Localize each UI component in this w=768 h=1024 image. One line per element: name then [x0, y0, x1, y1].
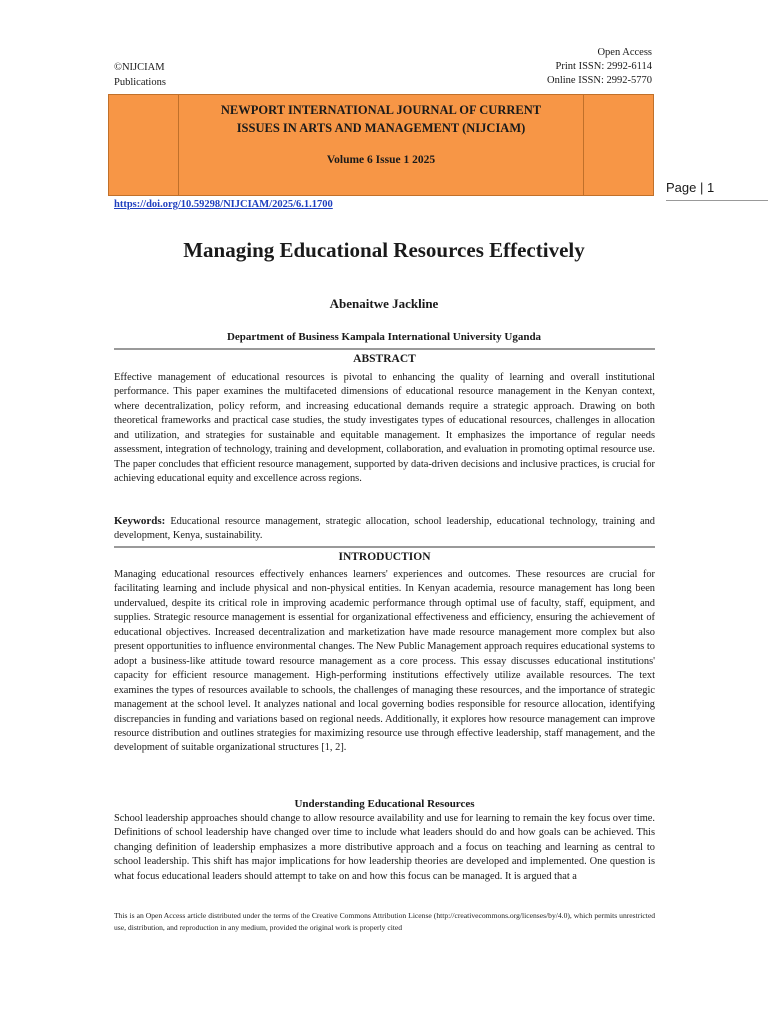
- abstract-heading: ABSTRACT: [353, 353, 416, 365]
- journal-banner: [108, 94, 654, 196]
- banner-right-block: [583, 94, 654, 196]
- subsection-text: School leadership approaches should change to allow resource availability and use for learning to remain the key focus over time. Definitions of school leadership have changed over time to include what leaders should do and how goals can be achieved. This changing definition of leadership emphasizes a more distributive approach and a focus on teaching and learning as central to school leadership. This shift has major implications for how leadership theories are developed and implemented. One question is what focus educational leaders should attempt to take on and how this focus can be managed. It is argued that a: [114, 813, 655, 882]
- copyright: ©NIJCIAM: [114, 62, 165, 73]
- banner-left-block: [108, 94, 179, 196]
- doi-link[interactable]: https://doi.org/10.59298/NIJCIAM/2025/6.1.1700: [114, 199, 333, 210]
- journal-name-line2: ISSUES IN ARTS AND MANAGEMENT (NIJCIAM): [236, 121, 526, 135]
- journal-name-line1: NEWPORT INTERNATIONAL JOURNAL OF CURRENT: [220, 103, 542, 117]
- paper-title: Managing Educational Resources Effectively: [183, 238, 585, 262]
- divider: [114, 348, 655, 350]
- subsection-heading: Understanding Educational Resources: [294, 798, 475, 810]
- journal-volume: Volume 6 Issue 1 2025: [326, 154, 436, 166]
- header-right: [547, 46, 652, 88]
- keywords-list: Educational resource management, strategic allocation, school leadership, educational technology, training and development, Kenya, sustainability.: [114, 516, 655, 542]
- open-access: Open Access: [597, 47, 652, 58]
- license-footer: This is an Open Access article distributed under the terms of the Creative Commons Attribution License (http://creativecommons.org/licenses/by/4.0), which permits unrestricted use, distribution, and reproduction in any medium, provided the original work is properly cited: [114, 911, 655, 932]
- page-number: Page | 1: [666, 180, 715, 195]
- banner-center: [179, 94, 583, 196]
- online-issn: Online ISSN: 2992-5770: [547, 75, 652, 86]
- page-number-rule: [666, 200, 768, 201]
- introduction-heading: INTRODUCTION: [338, 551, 431, 563]
- author-name: Abenaitwe Jackline: [329, 296, 439, 311]
- header-left: [114, 60, 166, 90]
- introduction-text: Managing educational resources effectively enhances learners' experiences and outcomes. These resources are crucial for facilitating learning and include physical and non-physical entities. In Kenyan academia, resource management has long been undervalued, despite its critical role in improving academic performance through optimal use of faculty, staff, equipment, and supplies. Strategic resource management is essential for organizational effectiveness and efficiency, ensuring the achievement of educational objectives. Increased decentralization and marketization have made resource management more complex but also present opportunities to influence environmental changes. The New Public Management approach requires educational systems to adopt a business-like attitude toward resource management as a core process. This essay discusses educational institutions' capacity for efficient resource management. High-performing institutions effectively utilize available resources. The text examines the types of resources available to schools, the challenges of managing these resources, and the importance of strategic management at the school level. It analyzes national and local governing bodies responsible for resource allocation, identifying discrepancies in funding and variations based on regional needs. Additionally, it explores how resource management can improve resource distribution and outlines strategies for maximizing resource use through effective leadership, staff management, and the development of suitable organizational structures [1, 2].: [114, 569, 655, 754]
- keywords-label: Keywords:: [114, 515, 166, 527]
- print-issn: Print ISSN: 2992-6114: [555, 61, 652, 72]
- publisher: Publications: [114, 77, 166, 88]
- abstract-text: Effective management of educational resources is pivotal to enhancing the quality of learning and overall institutional performance. This paper examines the multifaceted dimensions of educational resource management in the Kenyan context, where decentralization, policy reform, and increasing educational demands require a strategic approach. Drawing on both theoretical frameworks and practical case studies, the study investigates types of educational resources, challenges in allocation and utilization, and strategies for sustainable and equitable management. It emphasizes the importance of regular needs assessment, integration of technology, training and development, collaboration, and evaluation in promoting optimal resource use. The paper concludes that efficient resource management, supported by data-driven decisions and inclusive practices, is crucial for achieving educational equity and excellence across regions.: [114, 372, 655, 485]
- keywords: [114, 514, 655, 544]
- divider: [114, 546, 655, 548]
- author-affiliation: Department of Business Kampala International University Uganda: [226, 331, 542, 343]
